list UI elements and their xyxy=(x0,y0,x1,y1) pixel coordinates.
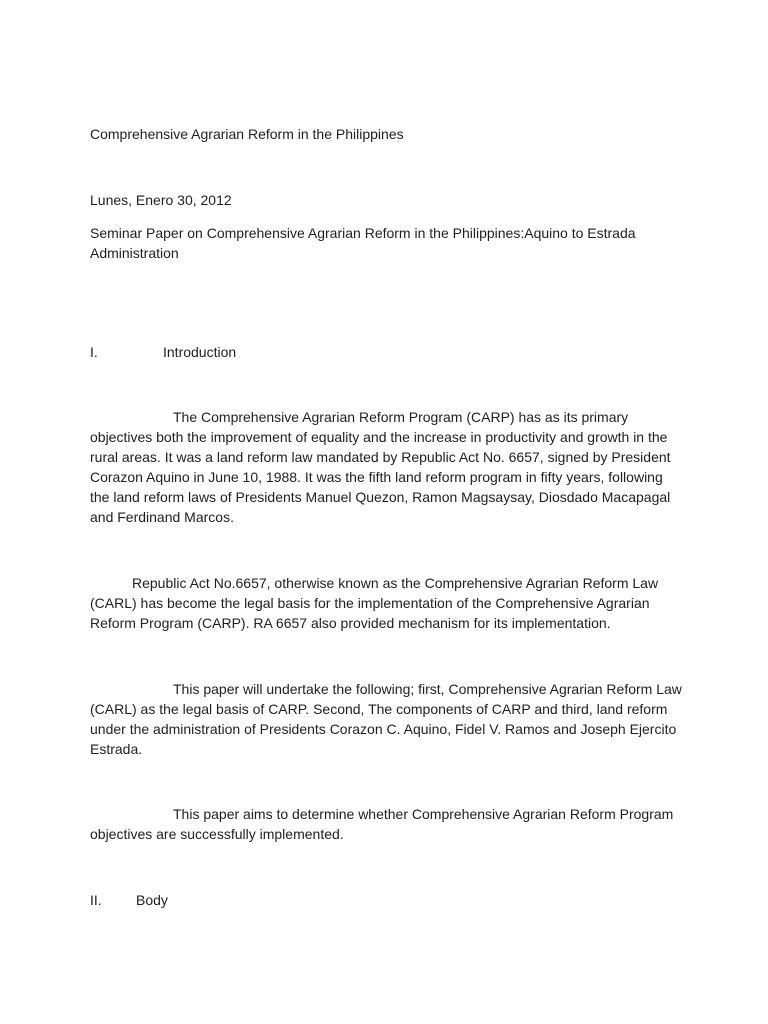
post-title-line: Seminar Paper on Comprehensive Agrarian Reform in the Philippines:Aquino to Estrada xyxy=(90,225,636,241)
paragraph-aims xyxy=(90,804,680,844)
paragraph-line: objectives are successfully implemented. xyxy=(90,826,344,842)
post-date: Lunes, Enero 30, 2012 xyxy=(90,192,232,208)
post-title xyxy=(90,223,680,263)
paragraph-line: Reform Program (CARP). RA 6657 also provided mechanism for its implementation. xyxy=(90,615,611,631)
paragraph-line: rural areas. It was a land reform law mandated by Republic Act No. 6657, signed by President xyxy=(90,449,671,465)
section-number: I. xyxy=(90,344,98,360)
paragraph-carp-objectives xyxy=(90,407,680,527)
paragraph-line: Republic Act No.6657, otherwise known as the Comprehensive Agrarian Reform Law xyxy=(132,575,659,591)
post-title-line: Administration xyxy=(90,245,179,261)
paragraph-line: This paper aims to determine whether Comprehensive Agrarian Reform Program xyxy=(173,806,674,822)
paragraph-line: (CARL) has become the legal basis for the implementation of the Comprehensive Agrarian xyxy=(90,595,650,611)
paragraph-line: objectives both the improvement of equality and the increase in productivity and growth in the xyxy=(90,429,668,445)
section-number: II. xyxy=(90,892,102,908)
paragraph-undertake xyxy=(90,679,680,759)
site-title: Comprehensive Agrarian Reform in the Philippines xyxy=(90,126,404,142)
paragraph-ra-6657 xyxy=(90,573,680,633)
section-title: Introduction xyxy=(163,344,237,360)
paragraph-line: and Ferdinand Marcos. xyxy=(90,509,234,525)
paragraph-line: Corazon Aquino in June 10, 1988. It was the fifth land reform program in fifty years, following xyxy=(90,469,663,485)
paragraph-line: This paper will undertake the following; first, Comprehensive Agrarian Reform Law xyxy=(173,681,682,697)
paragraph-line: (CARL) as the legal basis of CARP. Second, The components of CARP and third, land reform xyxy=(90,701,668,717)
paragraph-line: the land reform laws of Presidents Manuel Quezon, Ramon Magsaysay, Diosdado Macapagal xyxy=(90,489,671,505)
paragraph-line: Estrada. xyxy=(90,741,143,757)
paragraph-line: The Comprehensive Agrarian Reform Program (CARP) has as its primary xyxy=(173,409,629,425)
section-title: Body xyxy=(136,892,168,908)
paragraph-line: under the administration of Presidents Corazon C. Aquino, Fidel V. Ramos and Joseph Ejercito xyxy=(90,721,677,737)
